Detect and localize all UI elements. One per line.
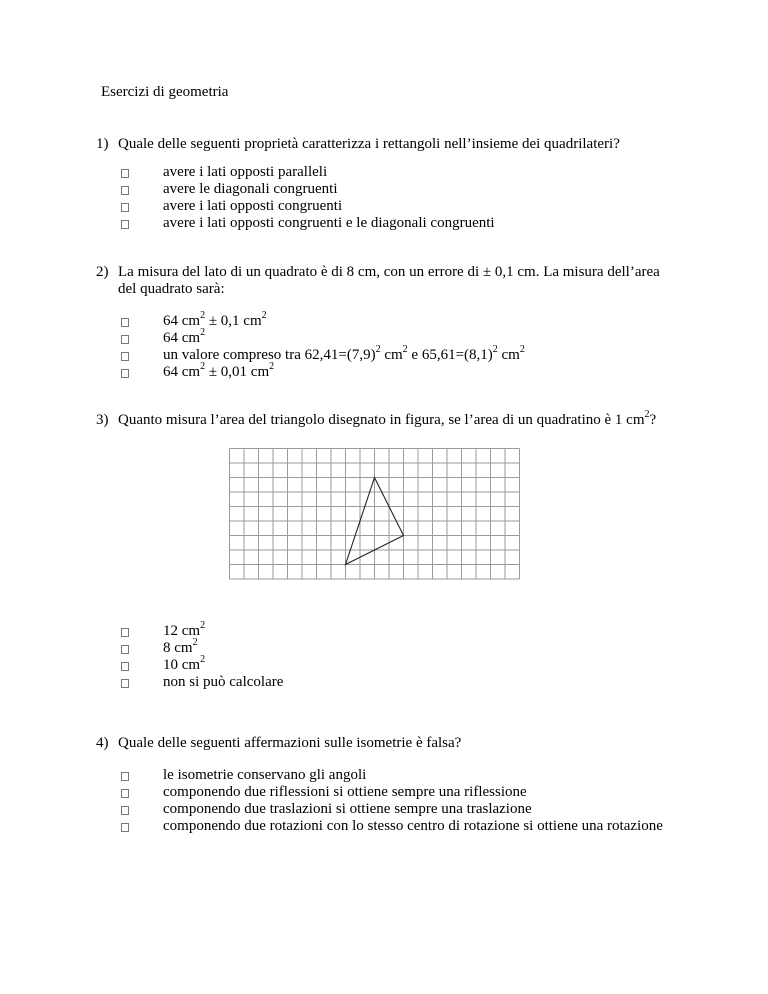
figure-mark: · [339,604,341,609]
q3-option-1-checkbox[interactable] [121,628,129,637]
q4-option-3-checkbox[interactable] [121,806,129,815]
q1-option-3-checkbox[interactable] [121,203,129,212]
q2-option-2-checkbox[interactable] [121,335,129,344]
q4-option-3-label: componendo due traslazioni si ottiene sempre una traslazione [163,801,532,817]
q2-option-3-checkbox[interactable] [121,352,129,361]
q3-option-3-label: 10 $cm^2$ [163,654,206,673]
q1-option-1-label: avere i lati opposti paralleli [163,164,328,180]
q1-option-3-label: avere i lati opposti congruenti [163,198,343,214]
question-2-text-line2: del quadrato sarà: [118,281,225,297]
q3-option-4-label: non si può calcolare [163,674,284,690]
q1-option-4-label: avere i lati opposti congruenti e le diagonali congruenti [163,215,495,231]
q3-option-3-checkbox[interactable] [121,662,129,671]
question-1-number: 1) [96,136,109,152]
q3-option-4-checkbox[interactable] [121,679,129,688]
q2-option-2-label: 64 $cm^2$ [163,327,206,346]
figure-mark: · [458,605,460,610]
question-4-text: Quale delle seguenti affermazioni sulle isometrie è falsa? [118,735,462,751]
question-2-text-line1: La misura del lato di un quadrato è di 8 cm, con un errore di ± 0,1 cm. La misura dell’area [118,264,660,280]
q2-option-4-label: 64 $cm^2 \pm 0,01$ $cm^2$ [163,361,275,380]
q4-option-4-checkbox[interactable] [121,823,129,832]
q3-option-2-checkbox[interactable] [121,645,129,654]
question-4-number: 4) [96,735,109,751]
figure-mark: · [472,607,474,612]
q3-option-2-label: 8 $cm^2$ [163,637,198,656]
q2-option-1-label: 64 $cm^2 \pm 0,1$ $cm^2$ [163,310,267,329]
document-title: Esercizi di geometria [101,84,229,100]
q4-option-4-label: componendo due rotazioni con lo stesso centro di rotazione si ottiene una rotazione [163,818,663,834]
question-3-text: Quanto misura l’area del triangolo disegnato in figura, se l’area di un quadratino è 1 $cm^2$? [118,409,657,428]
q4-option-2-checkbox[interactable] [121,789,129,798]
q2-option-3-label: un valore compreso tra $62,41=(7,9)^2$ $cm^2$ e $65,61=(8,1)^2$ $cm^2$ [163,344,525,363]
q1-option-1-checkbox[interactable] [121,169,129,178]
figure-mark: · [470,597,472,602]
q3-option-1-label: 12 $cm^2$ [163,620,206,639]
q4-option-1-label: le isometrie conservano gli angoli [163,767,367,783]
q4-option-2-label: componendo due riflessioni si ottiene sempre una riflessione [163,784,527,800]
q1-option-2-checkbox[interactable] [121,186,129,195]
question-3-number: 3) [96,412,109,428]
question-1-text: Quale delle seguenti proprietà caratterizza i rettangoli nell’insieme dei quadrilateri? [118,136,620,152]
grid-figure [229,448,523,584]
q1-option-2-label: avere le diagonali congruenti [163,181,338,197]
q4-option-1-checkbox[interactable] [121,772,129,781]
q2-option-1-checkbox[interactable] [121,318,129,327]
question-2-number: 2) [96,264,109,280]
q1-option-4-checkbox[interactable] [121,220,129,229]
q2-option-4-checkbox[interactable] [121,369,129,378]
